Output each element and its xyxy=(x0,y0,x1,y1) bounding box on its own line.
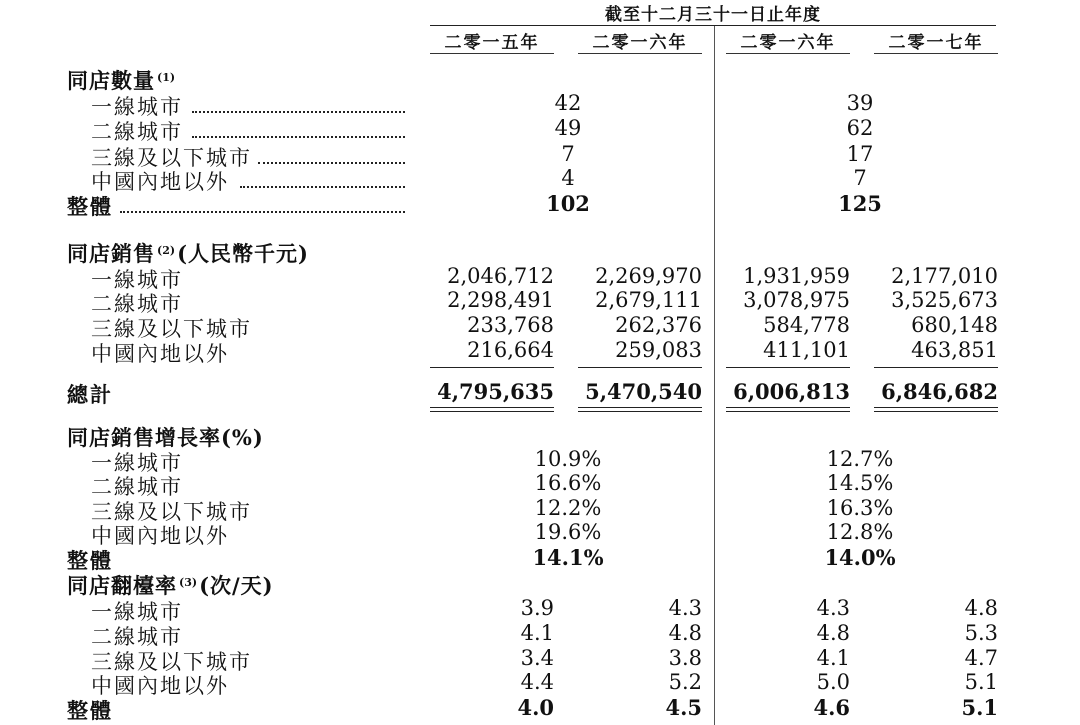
sales-value: 2,269,970 xyxy=(595,264,702,288)
turnover-value: 4.7 xyxy=(964,646,998,670)
turnover-value: 4.3 xyxy=(668,596,702,620)
row-label-tier2: 二線城市 xyxy=(91,292,183,316)
total-double-rule xyxy=(578,407,702,412)
count-value: 17 xyxy=(846,142,874,166)
row-label-total: 總計 xyxy=(67,382,113,407)
sales-value: 3,078,975 xyxy=(743,288,850,312)
turnover-value: 3.4 xyxy=(520,646,554,670)
period-title: 截至十二月三十一日止年度 xyxy=(605,5,821,25)
section-title-sales: 同店銷售 $^{(2)}$(人民幣千元) xyxy=(67,241,309,266)
growth-value: 19.6% xyxy=(534,520,602,544)
growth-total: 14.1% xyxy=(532,545,604,570)
sales-value: 2,679,111 xyxy=(595,288,702,312)
row-label-overseas: 中國內地以外 xyxy=(91,674,229,698)
growth-value: 10.9% xyxy=(534,447,602,471)
column-header-rule xyxy=(430,53,554,54)
growth-value: 16.3% xyxy=(826,496,894,520)
total-double-rule xyxy=(874,407,998,412)
dot-leader xyxy=(240,186,405,188)
count-value: 4 xyxy=(561,166,575,190)
count-total: 102 xyxy=(546,191,590,216)
turnover-value: 4.8 xyxy=(668,621,702,645)
sales-value: 259,083 xyxy=(615,338,702,362)
column-header-2016a: 二零一六年 xyxy=(592,33,688,53)
dot-leader xyxy=(258,162,405,164)
sales-value: 680,148 xyxy=(911,313,998,337)
turnover-value: 4.1 xyxy=(520,621,554,645)
sales-value: 216,664 xyxy=(467,338,554,362)
sales-value: 1,931,959 xyxy=(743,264,850,288)
count-value: 7 xyxy=(853,166,867,190)
dot-leader xyxy=(192,111,405,113)
section-title-turnover: 同店翻檯率 $^{(3)}$(次/天) xyxy=(67,573,274,598)
sales-total: 6,006,813 xyxy=(733,379,850,404)
dot-leader xyxy=(192,136,405,138)
column-header-rule xyxy=(726,53,850,54)
column-header-rule xyxy=(874,53,998,54)
subtotal-rule xyxy=(430,367,554,368)
turnover-value: 5.1 xyxy=(964,670,998,694)
row-label-tier3: 三線及以下城市 xyxy=(91,146,252,170)
column-header-2017: 二零一七年 xyxy=(888,33,984,53)
section-title-growth: 同店銷售增長率(%) xyxy=(67,425,264,450)
turnover-value: 4.8 xyxy=(964,596,998,620)
turnover-total: 4.5 xyxy=(665,695,702,720)
subtotal-rule xyxy=(726,367,850,368)
column-header-2015: 二零一五年 xyxy=(444,33,540,53)
growth-value: 12.7% xyxy=(826,447,894,471)
sales-value: 584,778 xyxy=(763,313,850,337)
turnover-total: 5.1 xyxy=(961,695,998,720)
row-label-overall: 整體 xyxy=(67,194,113,219)
sales-value: 463,851 xyxy=(911,338,998,362)
row-label-overall: 整體 xyxy=(67,548,113,573)
turnover-value: 4.4 xyxy=(520,670,554,694)
period-divider xyxy=(714,26,715,725)
turnover-total: 4.6 xyxy=(813,695,850,720)
period-underline xyxy=(430,25,996,26)
growth-value: 14.5% xyxy=(826,471,894,495)
turnover-total: 4.0 xyxy=(517,695,554,720)
growth-total: 14.0% xyxy=(824,545,896,570)
count-value: 42 xyxy=(554,91,582,115)
growth-value: 16.6% xyxy=(534,471,602,495)
row-label-tier1: 一線城市 xyxy=(91,95,183,119)
sales-value: 3,525,673 xyxy=(891,288,998,312)
sales-value: 2,046,712 xyxy=(447,264,554,288)
subtotal-rule xyxy=(578,367,702,368)
row-label-tier2: 二線城市 xyxy=(91,475,183,499)
count-value: 62 xyxy=(846,116,874,140)
count-total: 125 xyxy=(838,191,882,216)
row-label-tier1: 一線城市 xyxy=(91,600,183,624)
sales-value: 2,177,010 xyxy=(891,264,998,288)
section-title-count: 同店數量 $^{(1)}$ xyxy=(67,68,176,93)
turnover-value: 5.0 xyxy=(816,670,850,694)
column-header-2016b: 二零一六年 xyxy=(740,33,836,53)
row-label-tier3: 三線及以下城市 xyxy=(91,317,252,341)
row-label-tier3: 三線及以下城市 xyxy=(91,500,252,524)
sales-value: 2,298,491 xyxy=(447,288,554,312)
turnover-value: 5.2 xyxy=(668,670,702,694)
total-double-rule xyxy=(726,407,850,412)
column-header-rule xyxy=(578,53,702,54)
count-value: 7 xyxy=(561,142,575,166)
turnover-value: 5.3 xyxy=(964,621,998,645)
sales-total: 4,795,635 xyxy=(437,379,554,404)
row-label-tier2: 二線城市 xyxy=(91,120,183,144)
subtotal-rule xyxy=(874,367,998,368)
growth-value: 12.2% xyxy=(534,496,602,520)
total-double-rule xyxy=(430,407,554,412)
row-label-tier1: 一線城市 xyxy=(91,268,183,292)
sales-value: 233,768 xyxy=(467,313,554,337)
turnover-value: 4.3 xyxy=(816,596,850,620)
row-label-overseas: 中國內地以外 xyxy=(91,524,229,548)
row-label-tier3: 三線及以下城市 xyxy=(91,650,252,674)
sales-value: 262,376 xyxy=(615,313,702,337)
row-label-tier1: 一線城市 xyxy=(91,451,183,475)
turnover-value: 3.8 xyxy=(668,646,702,670)
sales-value: 411,101 xyxy=(763,338,850,362)
sales-total: 5,470,540 xyxy=(585,379,702,404)
count-value: 49 xyxy=(554,116,582,140)
growth-value: 12.8% xyxy=(826,520,894,544)
row-label-overseas: 中國內地以外 xyxy=(91,170,229,194)
turnover-value: 3.9 xyxy=(520,596,554,620)
sales-total: 6,846,682 xyxy=(881,379,998,404)
dot-leader xyxy=(120,211,405,213)
row-label-tier2: 二線城市 xyxy=(91,625,183,649)
count-value: 39 xyxy=(846,91,874,115)
row-label-overseas: 中國內地以外 xyxy=(91,342,229,366)
row-label-overall: 整體 xyxy=(67,698,113,723)
turnover-value: 4.1 xyxy=(816,646,850,670)
turnover-value: 4.8 xyxy=(816,621,850,645)
